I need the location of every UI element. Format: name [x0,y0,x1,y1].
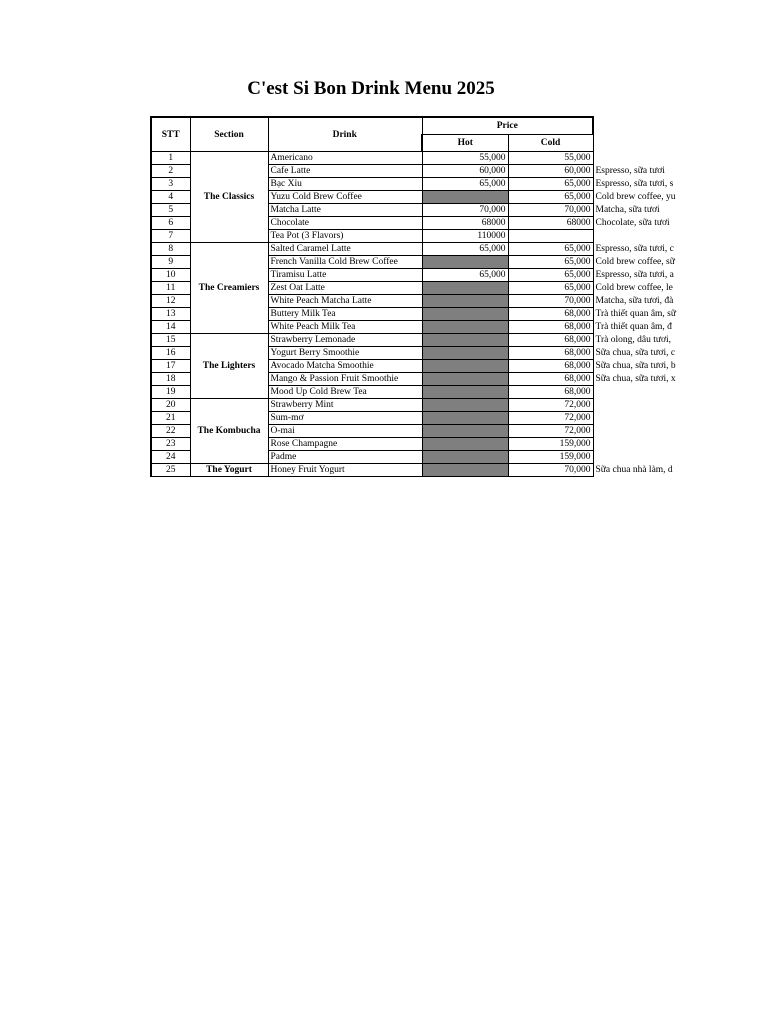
drink-description: Cold brew coffee, le [595,283,673,293]
table-row [151,152,679,165]
drink-description: Espresso, sữa tươi, s [595,179,674,189]
row-number: 7 [151,230,190,243]
hot-unavailable-cell [422,191,508,204]
hot-price: 65,000 [422,178,508,191]
header-cold: Cold [508,135,593,152]
drink-name: Avocado Matcha Smoothie [268,360,422,373]
row-number: 23 [151,438,190,451]
drink-description [593,438,679,451]
cold-price: 65,000 [508,191,593,204]
row-number: 21 [151,412,190,425]
drink-name: Matcha Latte [268,204,422,217]
row-number: 6 [151,217,190,230]
drink-name: Yogurt Berry Smoothie [268,347,422,360]
drink-name: Rose Champagne [268,438,422,451]
drink-description: Sữa chua nhà làm, d [595,465,673,475]
hot-unavailable-cell [422,373,508,386]
drink-description: Espresso, sữa tươi [595,166,665,176]
hot-unavailable-cell [422,321,508,334]
row-number: 11 [151,282,190,295]
hot-price: 65,000 [422,243,508,256]
drink-name: Zest Oat Latte [268,282,422,295]
cold-price: 68,000 [508,386,593,399]
table-row [151,334,679,347]
cold-price: 68,000 [508,321,593,334]
header-hot: Hot [422,135,508,152]
drink-description [593,230,679,243]
row-number: 5 [151,204,190,217]
row-number: 25 [151,464,190,477]
hot-unavailable-cell [422,347,508,360]
drink-description: Matcha, sữa tươi [595,205,660,215]
row-number: 24 [151,451,190,464]
row-number: 12 [151,295,190,308]
row-number: 18 [151,373,190,386]
drink-name: French Vanilla Cold Brew Coffee [268,256,422,269]
row-number: 4 [151,191,190,204]
cold-price: 65,000 [508,243,593,256]
drink-description: Sữa chua, sữa tươi, x [595,374,676,384]
drink-description [593,425,679,438]
drink-name: Padme [268,451,422,464]
drink-description: Chocolate, sữa tươi [595,218,670,228]
drink-description: Trà thiết quan âm, sữ [595,309,677,319]
hot-unavailable-cell [422,360,508,373]
section-name: The Kombucha [190,399,268,464]
row-number: 19 [151,386,190,399]
drink-name: Mango & Passion Fruit Smoothie [268,373,422,386]
table-row [151,243,679,256]
hot-price: 65,000 [422,269,508,282]
cold-price: 72,000 [508,425,593,438]
hot-unavailable-cell [422,295,508,308]
cold-price: 159,000 [508,451,593,464]
drink-description [593,451,679,464]
drink-description: Espresso, sữa tươi, c [595,244,674,254]
hot-price: 55,000 [422,152,508,165]
row-number: 13 [151,308,190,321]
drink-name: O-mai [268,425,422,438]
hot-price: 68000 [422,217,508,230]
row-number: 3 [151,178,190,191]
cold-price: 159,000 [508,438,593,451]
hot-unavailable-cell [422,282,508,295]
drink-name: Tiramisu Latte [268,269,422,282]
section-name: The Lighters [190,334,268,399]
drink-name: Strawberry Lemonade [268,334,422,347]
drink-name: Sum-mơ [268,412,422,425]
cold-price: 60,000 [508,165,593,178]
row-number: 1 [151,152,190,165]
drink-name: Bạc Xỉu [268,178,422,191]
cold-price: 65,000 [508,178,593,191]
header-section: Section [190,117,268,152]
cold-price: 65,000 [508,256,593,269]
drink-description: Trà olong, dâu tươi, [595,335,672,345]
table-row [151,464,679,477]
drink-description: Espresso, sữa tươi, a [595,270,674,280]
cold-price: 70,000 [508,464,593,477]
row-number: 8 [151,243,190,256]
row-number: 9 [151,256,190,269]
table-body [151,152,679,477]
drink-description: Sữa chua, sữa tươi, c [595,348,676,358]
hot-unavailable-cell [422,386,508,399]
section-name: The Creamiers [190,243,268,334]
drink-description: Sữa chua, sữa tươi, b [595,361,676,371]
drink-menu-table [150,116,680,477]
drink-name: Strawberry Mint [268,399,422,412]
hot-price: 60,000 [422,165,508,178]
hot-unavailable-cell [422,451,508,464]
hot-unavailable-cell [422,438,508,451]
page-title: C'est Si Bon Drink Menu 2025 [247,78,495,99]
cold-price [508,230,593,243]
drink-name: Buttery Milk Tea [268,308,422,321]
drink-name: Tea Pot (3 Flavors) [268,230,422,243]
drink-name: Salted Caramel Latte [268,243,422,256]
cold-price: 68,000 [508,308,593,321]
cold-price: 70,000 [508,204,593,217]
drink-description [593,412,679,425]
cold-price: 65,000 [508,282,593,295]
drink-description: Cold brew coffee, yu [595,192,676,202]
hot-unavailable-cell [422,425,508,438]
hot-price: 70,000 [422,204,508,217]
cold-price: 68,000 [508,334,593,347]
drink-name: White Peach Milk Tea [268,321,422,334]
hot-unavailable-cell [422,308,508,321]
header-stt: STT [151,117,190,152]
table-header [151,117,679,152]
drink-name: Honey Fruit Yogurt [268,464,422,477]
row-number: 17 [151,360,190,373]
cold-price: 68,000 [508,347,593,360]
cold-price: 70,000 [508,295,593,308]
drink-name: Cafe Latte [268,165,422,178]
cold-price: 68000 [508,217,593,230]
drink-description [593,399,679,412]
drink-description [593,386,679,399]
cold-price: 65,000 [508,269,593,282]
drink-name: Mood Up Cold Brew Tea [268,386,422,399]
hot-unavailable-cell [422,464,508,477]
header-price: Price [422,117,593,135]
drink-description [593,152,679,165]
drink-name: Chocolate [268,217,422,230]
hot-unavailable-cell [422,256,508,269]
header-drink: Drink [268,117,422,152]
row-number: 15 [151,334,190,347]
table-row [151,399,679,412]
section-name: The Classics [190,152,268,243]
row-number: 14 [151,321,190,334]
row-number: 2 [151,165,190,178]
hot-unavailable-cell [422,334,508,347]
cold-price: 68,000 [508,360,593,373]
hot-price: 110000 [422,230,508,243]
drink-name: Yuzu Cold Brew Coffee [268,191,422,204]
drink-name: White Peach Matcha Latte [268,295,422,308]
row-number: 16 [151,347,190,360]
hot-unavailable-cell [422,399,508,412]
cold-price: 72,000 [508,412,593,425]
row-number: 20 [151,399,190,412]
row-number: 22 [151,425,190,438]
row-number: 10 [151,269,190,282]
drink-description: Matcha, sữa tươi, đà [595,296,674,306]
cold-price: 55,000 [508,152,593,165]
hot-unavailable-cell [422,412,508,425]
drink-description: Cold brew coffee, sữ [595,257,675,267]
section-name: The Yogurt [190,464,268,477]
cold-price: 72,000 [508,399,593,412]
drink-description: Trà thiết quan âm, đ [595,322,672,332]
drink-name: Americano [268,152,422,165]
cold-price: 68,000 [508,373,593,386]
